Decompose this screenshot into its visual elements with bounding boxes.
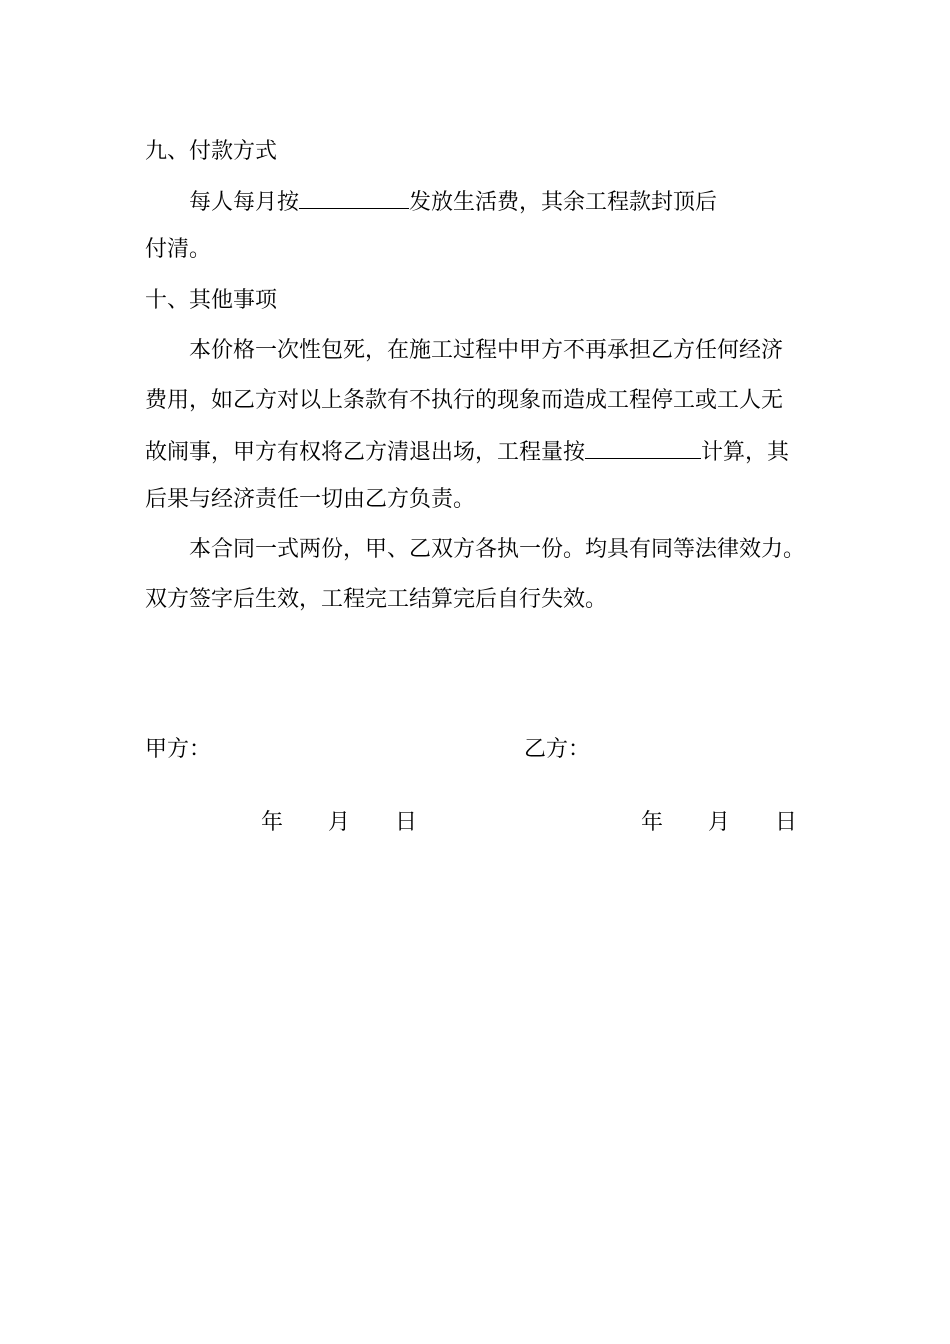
party-a-year: 年: [261, 810, 284, 835]
payment-text-before: 每人每月按: [189, 190, 300, 215]
section-10-p2-line2: 双方签字后生效，工程完工结算完后自行失效。: [145, 587, 608, 612]
section-10-p1-line2: 费用，如乙方对以上条款有不执行的现象而造成工程停工或工人无: [145, 388, 784, 413]
section-9-heading: 九、付款方式: [145, 139, 278, 164]
party-b-month: 月: [708, 810, 731, 835]
workload-text-before: 故闹事，甲方有权将乙方清退出场，工程量按: [145, 440, 586, 465]
workload-calc-blank[interactable]: [585, 436, 701, 459]
party-a-signature-label: 甲方：: [145, 737, 212, 762]
section-10-p1-line4: 后果与经济责任一切由乙方负责。: [145, 487, 476, 512]
party-b-signature-label: 乙方：: [524, 737, 591, 762]
section-10-p2-line1: 本合同一式两份，甲、乙双方各执一份。均具有同等法律效力。: [189, 537, 806, 562]
section-9-paragraph-cont: 付清。: [145, 237, 212, 262]
living-allowance-blank[interactable]: [299, 186, 409, 209]
section-10-heading: 十、其他事项: [145, 288, 278, 313]
party-a-month: 月: [328, 810, 351, 835]
section-10-p1-line3: [145, 436, 789, 468]
payment-text-after: 发放生活费，其余工程款封顶后: [409, 190, 718, 215]
section-10-p1-line1: 本价格一次性包死，在施工过程中甲方不再承担乙方任何经济: [189, 338, 784, 363]
party-a-day: 日: [395, 810, 418, 835]
section-9-paragraph: [189, 186, 717, 218]
party-b-year: 年: [641, 810, 664, 835]
workload-text-after: 计算，其: [701, 440, 790, 465]
party-b-day: 日: [775, 810, 798, 835]
